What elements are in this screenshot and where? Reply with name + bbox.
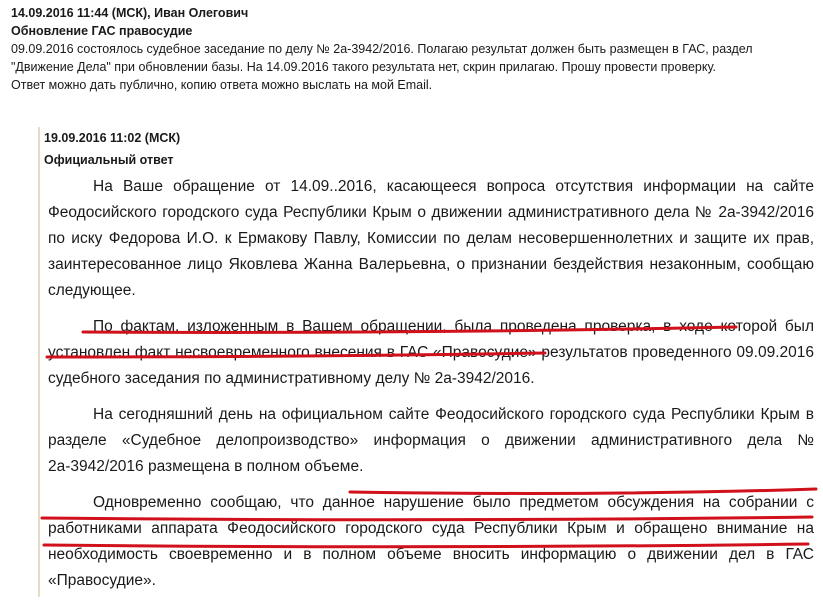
citizen-message (11, 4, 817, 94)
reply-paragraph-4: Одновременно сообщаю, что данное нарушение было предметом обсуждения на собрании с работниками аппарата Феодосийского городского суда Республики Крым и обращено внимание на необходимость своевременно и в полном объеме вносить информацию о движении дел в ГАС «Правосудие». (48, 494, 814, 589)
message-body: 09.09.2016 состоялось судебное заседание по делу № 2а-3942/2016. Полагаю результат должен быть размещен в ГАС, раздел "Движение Дела" при обновлении базы. На 14.09.2016 такого результата нет, скрин прилагаю. Прошу провести проверку. (11, 42, 753, 74)
message-subject: Обновление ГАС правосудие (11, 24, 193, 38)
reply-paragraph-3: На сегодняшний день на официальном сайте Феодосийского городского суда Республики Крым в разделе «Судебное делопроизводство» информация о движении административного дела № 2а-3942/2016 размещена в полном объеме. (48, 406, 814, 475)
reply-type-label: Официальный ответ (44, 153, 174, 167)
official-reply (38, 127, 820, 597)
reply-paragraph-1: На Ваше обращение от 14.09..2016, касающееся вопроса отсутствия информации на сайте Феодосийского городского суда Республики Крым о движении административного дела № 2а-3942/2016 по иску Федорова И.О. к Ермакову Павлу, Комиссии по делам несовершеннолетних и защите их прав, заинтересованное лицо Яковлева Жанна Валерьевна, о признании бездействия незаконным, сообщаю следующее. (48, 178, 814, 299)
message-contact-note: Ответ можно дать публично, копию ответа можно выслать на мой Email. (11, 78, 433, 92)
message-meta: 14.09.2016 11:44 (МСК), Иван Олегович (11, 6, 249, 20)
reply-paragraph-2: По фактам, изложенным в Вашем обращении, была проведена проверка, в ходе которой был установлен факт несвоевременного внесения в ГАС «Правосудие» результатов проведенного 09.09.2016 судебного заседания по административному делу № 2а-3942/2016. (48, 318, 814, 387)
reply-meta: 19.09.2016 11:02 (МСК) (44, 131, 181, 145)
reply-answer-text (48, 174, 814, 604)
